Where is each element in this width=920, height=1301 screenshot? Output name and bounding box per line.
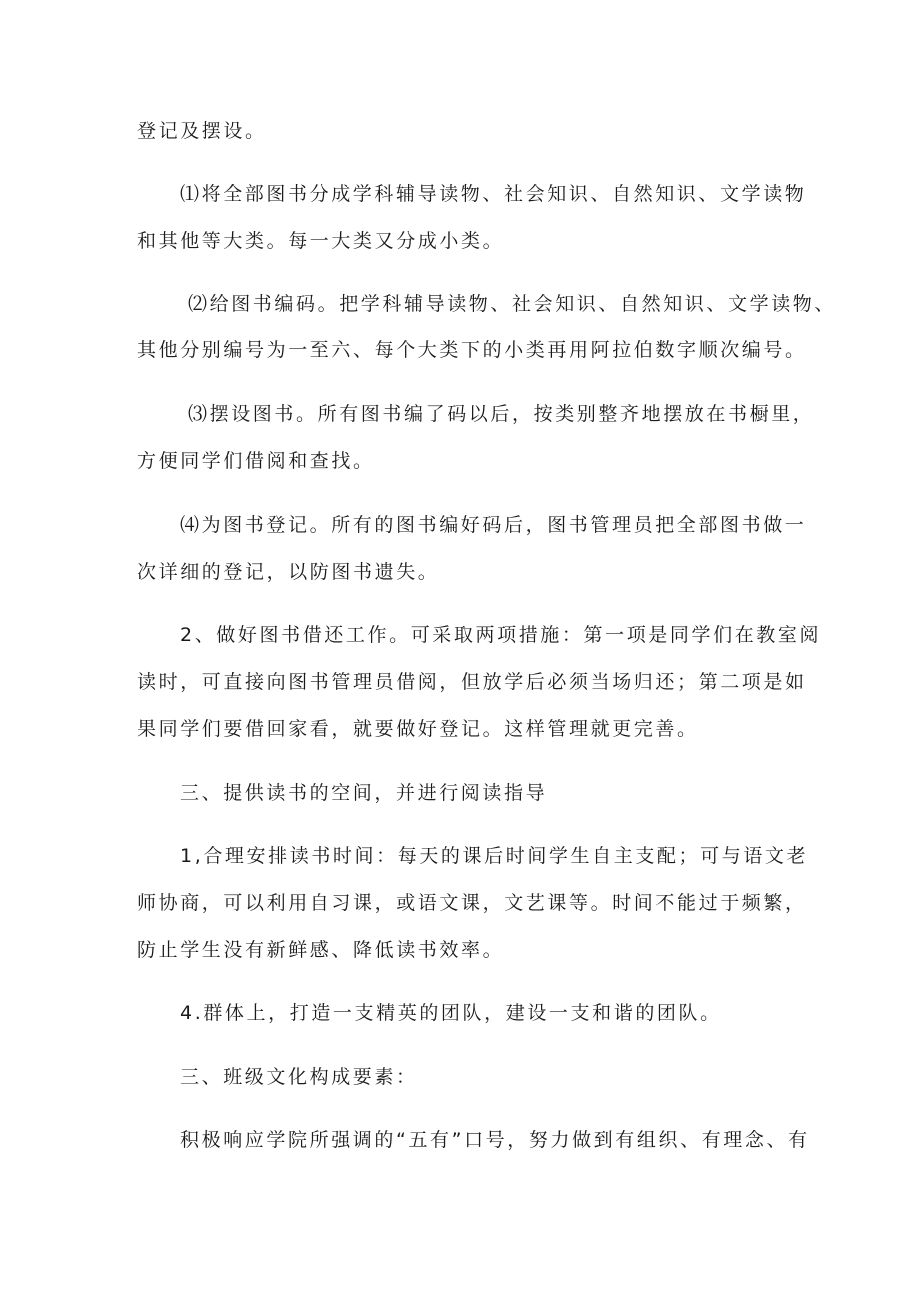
text-line: 次详细的登记，以防图书遗失。 bbox=[137, 561, 440, 583]
text-line: 其他分别编号为一至六、每个大类下的小类再用阿拉伯数字顺次编号。 bbox=[137, 339, 807, 361]
text-line: 登记及摆设。 bbox=[137, 120, 267, 142]
paragraph-line: ⑷为图书登记。所有的图书编好码后，图书管理员把全部图书做一 bbox=[180, 514, 807, 536]
text-line: 果同学们要借回家看，就要做好登记。这样管理就更完善。 bbox=[137, 718, 699, 740]
paragraph-line: 2、做好图书借还工作。可采取两项措施：第一项是同学们在教室阅 bbox=[180, 624, 822, 646]
paragraph-line: 1,合理安排读书时间：每天的课后时间学生自主支配；可与语文老 bbox=[180, 845, 809, 867]
section-heading: 三、班级文化构成要素： bbox=[180, 1066, 418, 1088]
paragraph-line: ⑵给图书编码。把学科辅导读物、社会知识、自然知识、文学读物、 bbox=[188, 293, 837, 315]
text-line: 防止学生没有新鲜感、降低读书效率。 bbox=[137, 939, 505, 961]
paragraph-line: 4.群体上，打造一支精英的团队，建设一支和谐的团队。 bbox=[180, 1002, 722, 1024]
text-line: 方便同学们借阅和查找。 bbox=[137, 450, 375, 472]
section-heading: 三、提供读书的空间，并进行阅读指导 bbox=[180, 782, 548, 804]
paragraph-line: ⑴将全部图书分成学科辅导读物、社会知识、自然知识、文学读物 bbox=[180, 183, 807, 205]
paragraph-line: ⑶摆设图书。所有图书编了码以后，按类别整齐地摆放在书橱里， bbox=[188, 403, 815, 425]
text-line: 和其他等大类。每一大类又分成小类。 bbox=[137, 230, 505, 252]
text-line: 读时，可直接向图书管理员借阅，但放学后必须当场归还；第二项是如 bbox=[137, 671, 807, 693]
text-line: 师协商，可以利用自习课，或语文课，文艺课等。时间不能过于频繁， bbox=[137, 892, 807, 914]
paragraph-line: 积极响应学院所强调的“五有”口号，努力做到有组织、有理念、有 bbox=[180, 1129, 810, 1151]
